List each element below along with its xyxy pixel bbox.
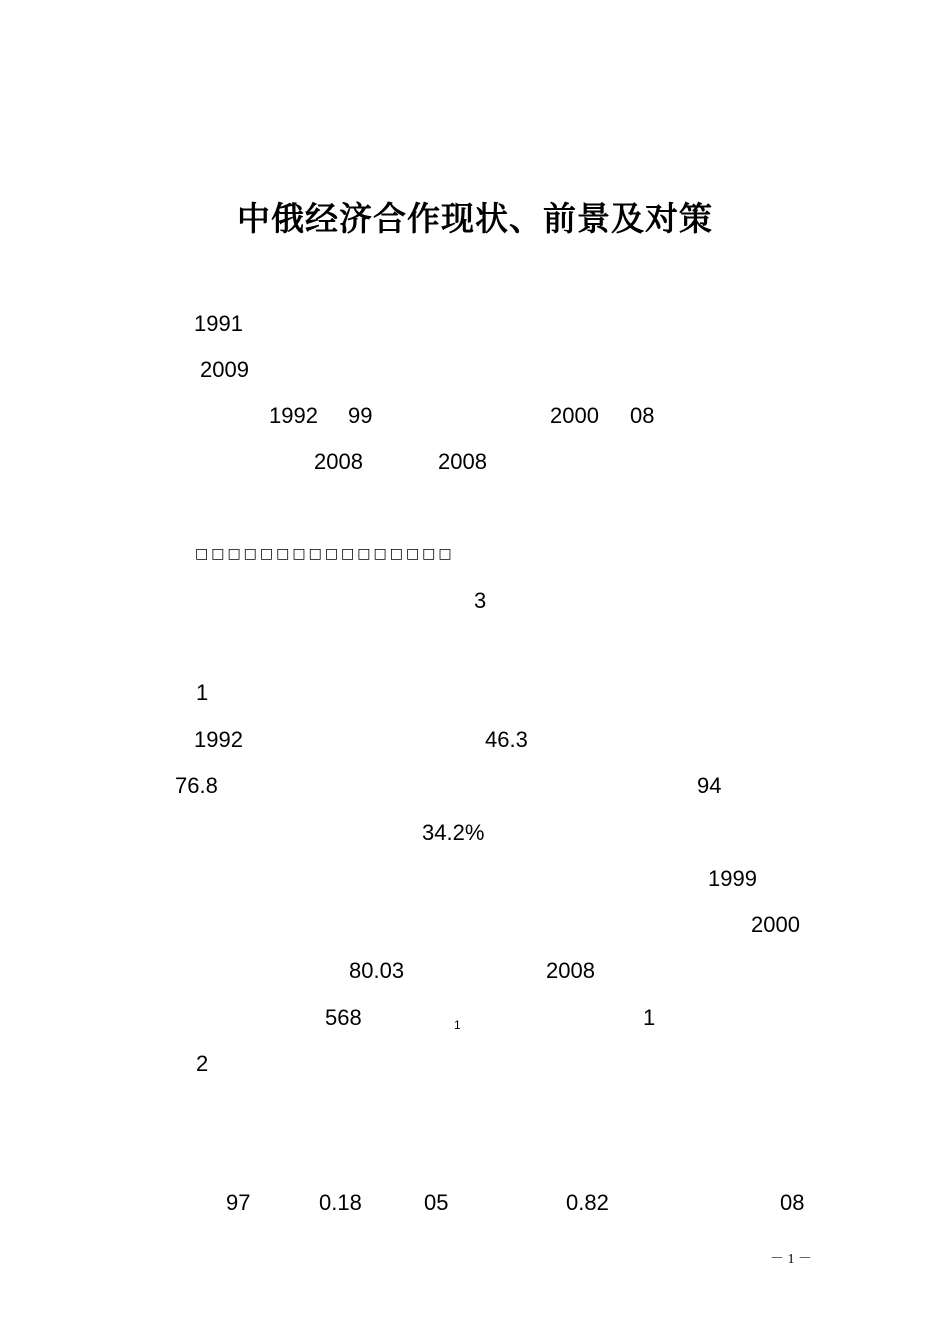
text-fragment: 80.03 (349, 958, 405, 983)
text-fragment: 08 (780, 1190, 805, 1215)
text-fragment: 1992 (269, 403, 318, 428)
text-fragment: 08 (630, 403, 655, 428)
text-fragment: 94 (697, 773, 722, 798)
text-fragment: 0.82 (566, 1190, 609, 1215)
text-fragment: 99 (348, 403, 373, 428)
missing-glyph-line: □□□□□□□□□□□□□□□□ (195, 546, 455, 562)
text-fragment: 2000 (751, 912, 800, 937)
text-fragment: 2008 (314, 449, 363, 474)
text-fragment: 05 (424, 1190, 449, 1215)
text-fragment: 1 (643, 1005, 656, 1030)
footnote-marker: 1 (454, 1018, 461, 1032)
text-fragment: 76.8 (175, 773, 218, 798)
text-fragment: 2009 (200, 357, 249, 382)
text-fragment: 46.3 (485, 727, 528, 752)
text-fragment: 2008 (546, 958, 595, 983)
text-fragment: 0.18 (319, 1190, 362, 1215)
text-fragment: 1991 (194, 311, 243, 336)
text-fragment: 3 (474, 588, 487, 613)
document-title: 中俄经济合作现状、前景及对策 (237, 199, 713, 238)
text-fragment: 1 (196, 680, 209, 705)
text-fragment: 2000 (550, 403, 599, 428)
text-fragment: 1992 (194, 727, 243, 752)
text-fragment: 2 (196, 1051, 209, 1076)
text-fragment: 34.2% (422, 820, 485, 845)
text-fragment: 1999 (708, 866, 757, 891)
text-fragment: 2008 (438, 449, 487, 474)
text-fragment: 568 (325, 1005, 362, 1030)
page-number: － 1 － (770, 1252, 812, 1267)
text-fragment: 97 (226, 1190, 251, 1215)
